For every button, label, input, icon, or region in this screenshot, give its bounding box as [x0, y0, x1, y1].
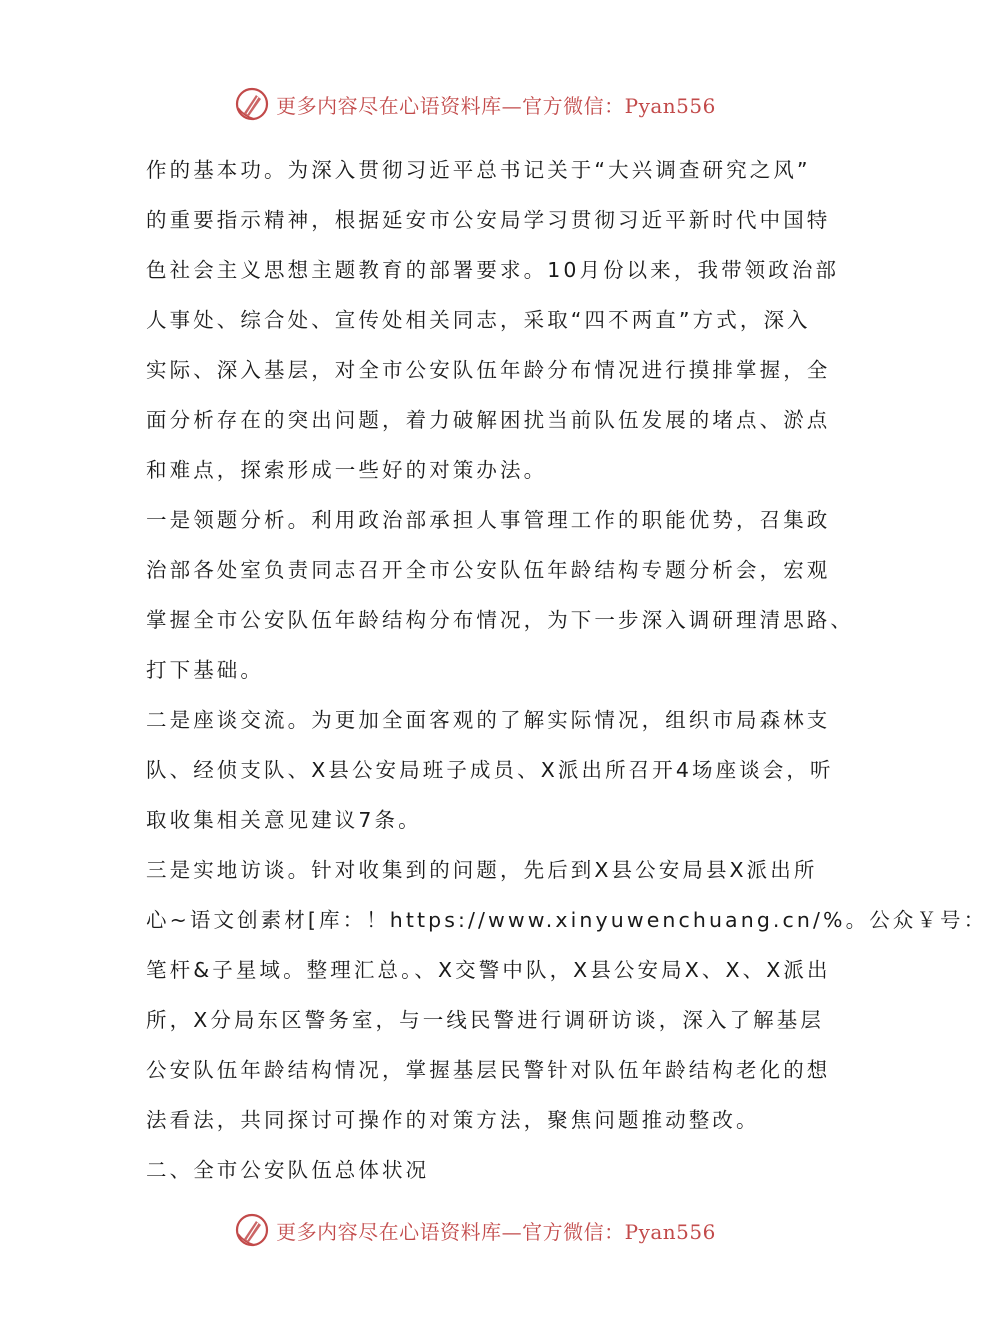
text-line: 面分析存在的突出问题，着力破解困扰当前队伍发展的堵点、淤点: [146, 408, 831, 432]
text-line: 实际、深入基层，对全市公安队伍年龄分布情况进行摸排掌握，全: [146, 358, 831, 382]
header-watermark: [0, 82, 950, 126]
section-heading: 二、全市公安队伍总体状况: [146, 1158, 430, 1182]
text-line: 所，X分局东区警务室，与一线民警进行调研访谈，深入了解基层: [146, 1008, 824, 1032]
text-line: 队、经侦支队、X县公安局班子成员、X派出所召开4场座谈会，听: [146, 758, 834, 782]
text-line: 心~语文创素材[库：！https://www.xinyuwenchuang.cn/%。公众￥号：: [146, 908, 987, 932]
text-line: 治部各处室负责同志召开全市公安队伍年龄结构专题分析会，宏观: [146, 558, 831, 582]
text-line: 打下基础。: [146, 658, 264, 682]
text-line: 人事处、综合处、宣传处相关同志，采取“四不两直”方式，深入: [146, 308, 811, 332]
text-line: 二是座谈交流。为更加全面客观的了解实际情况，组织市局森林支: [146, 708, 831, 732]
document-body: [146, 145, 987, 1195]
watermark-text: 更多内容尽在心语资料库—官方微信：Pyan556: [276, 1219, 716, 1244]
footer-watermark: [0, 1208, 950, 1252]
text-line: 三是实地访谈。针对收集到的问题，先后到X县公安局县X派出所: [146, 858, 818, 882]
text-line: 公安队伍年龄结构情况，掌握基层民警针对队伍年龄结构老化的想: [146, 1058, 831, 1082]
text-line: 和难点，探索形成一些好的对策办法。: [146, 458, 548, 482]
text-line: 取收集相关意见建议7条。: [146, 808, 422, 832]
text-line: 一是领题分析。利用政治部承担人事管理工作的职能优势，召集政: [146, 508, 831, 532]
text-line: 笔杆&子星域。整理汇总。、X交警中队，X县公安局X、X、X派出: [146, 958, 831, 982]
text-line: 作的基本功。为深入贯彻习近平总书记关于“大兴调查研究之风”: [146, 158, 811, 182]
pen-nib-circle-icon: [234, 86, 270, 122]
text-line: 法看法，共同探讨可操作的对策方法，聚焦问题推动整改。: [146, 1108, 760, 1132]
text-line: 色社会主义思想主题教育的部署要求。10月份以来，我带领政治部: [146, 258, 840, 282]
pen-nib-circle-icon: [234, 1212, 270, 1248]
watermark-text: 更多内容尽在心语资料库—官方微信：Pyan556: [276, 93, 716, 118]
text-line: 掌握全市公安队伍年龄结构分布情况，为下一步深入调研理清思路、: [146, 608, 854, 632]
text-line: 的重要指示精神，根据延安市公安局学习贯彻习近平新时代中国特: [146, 208, 831, 232]
